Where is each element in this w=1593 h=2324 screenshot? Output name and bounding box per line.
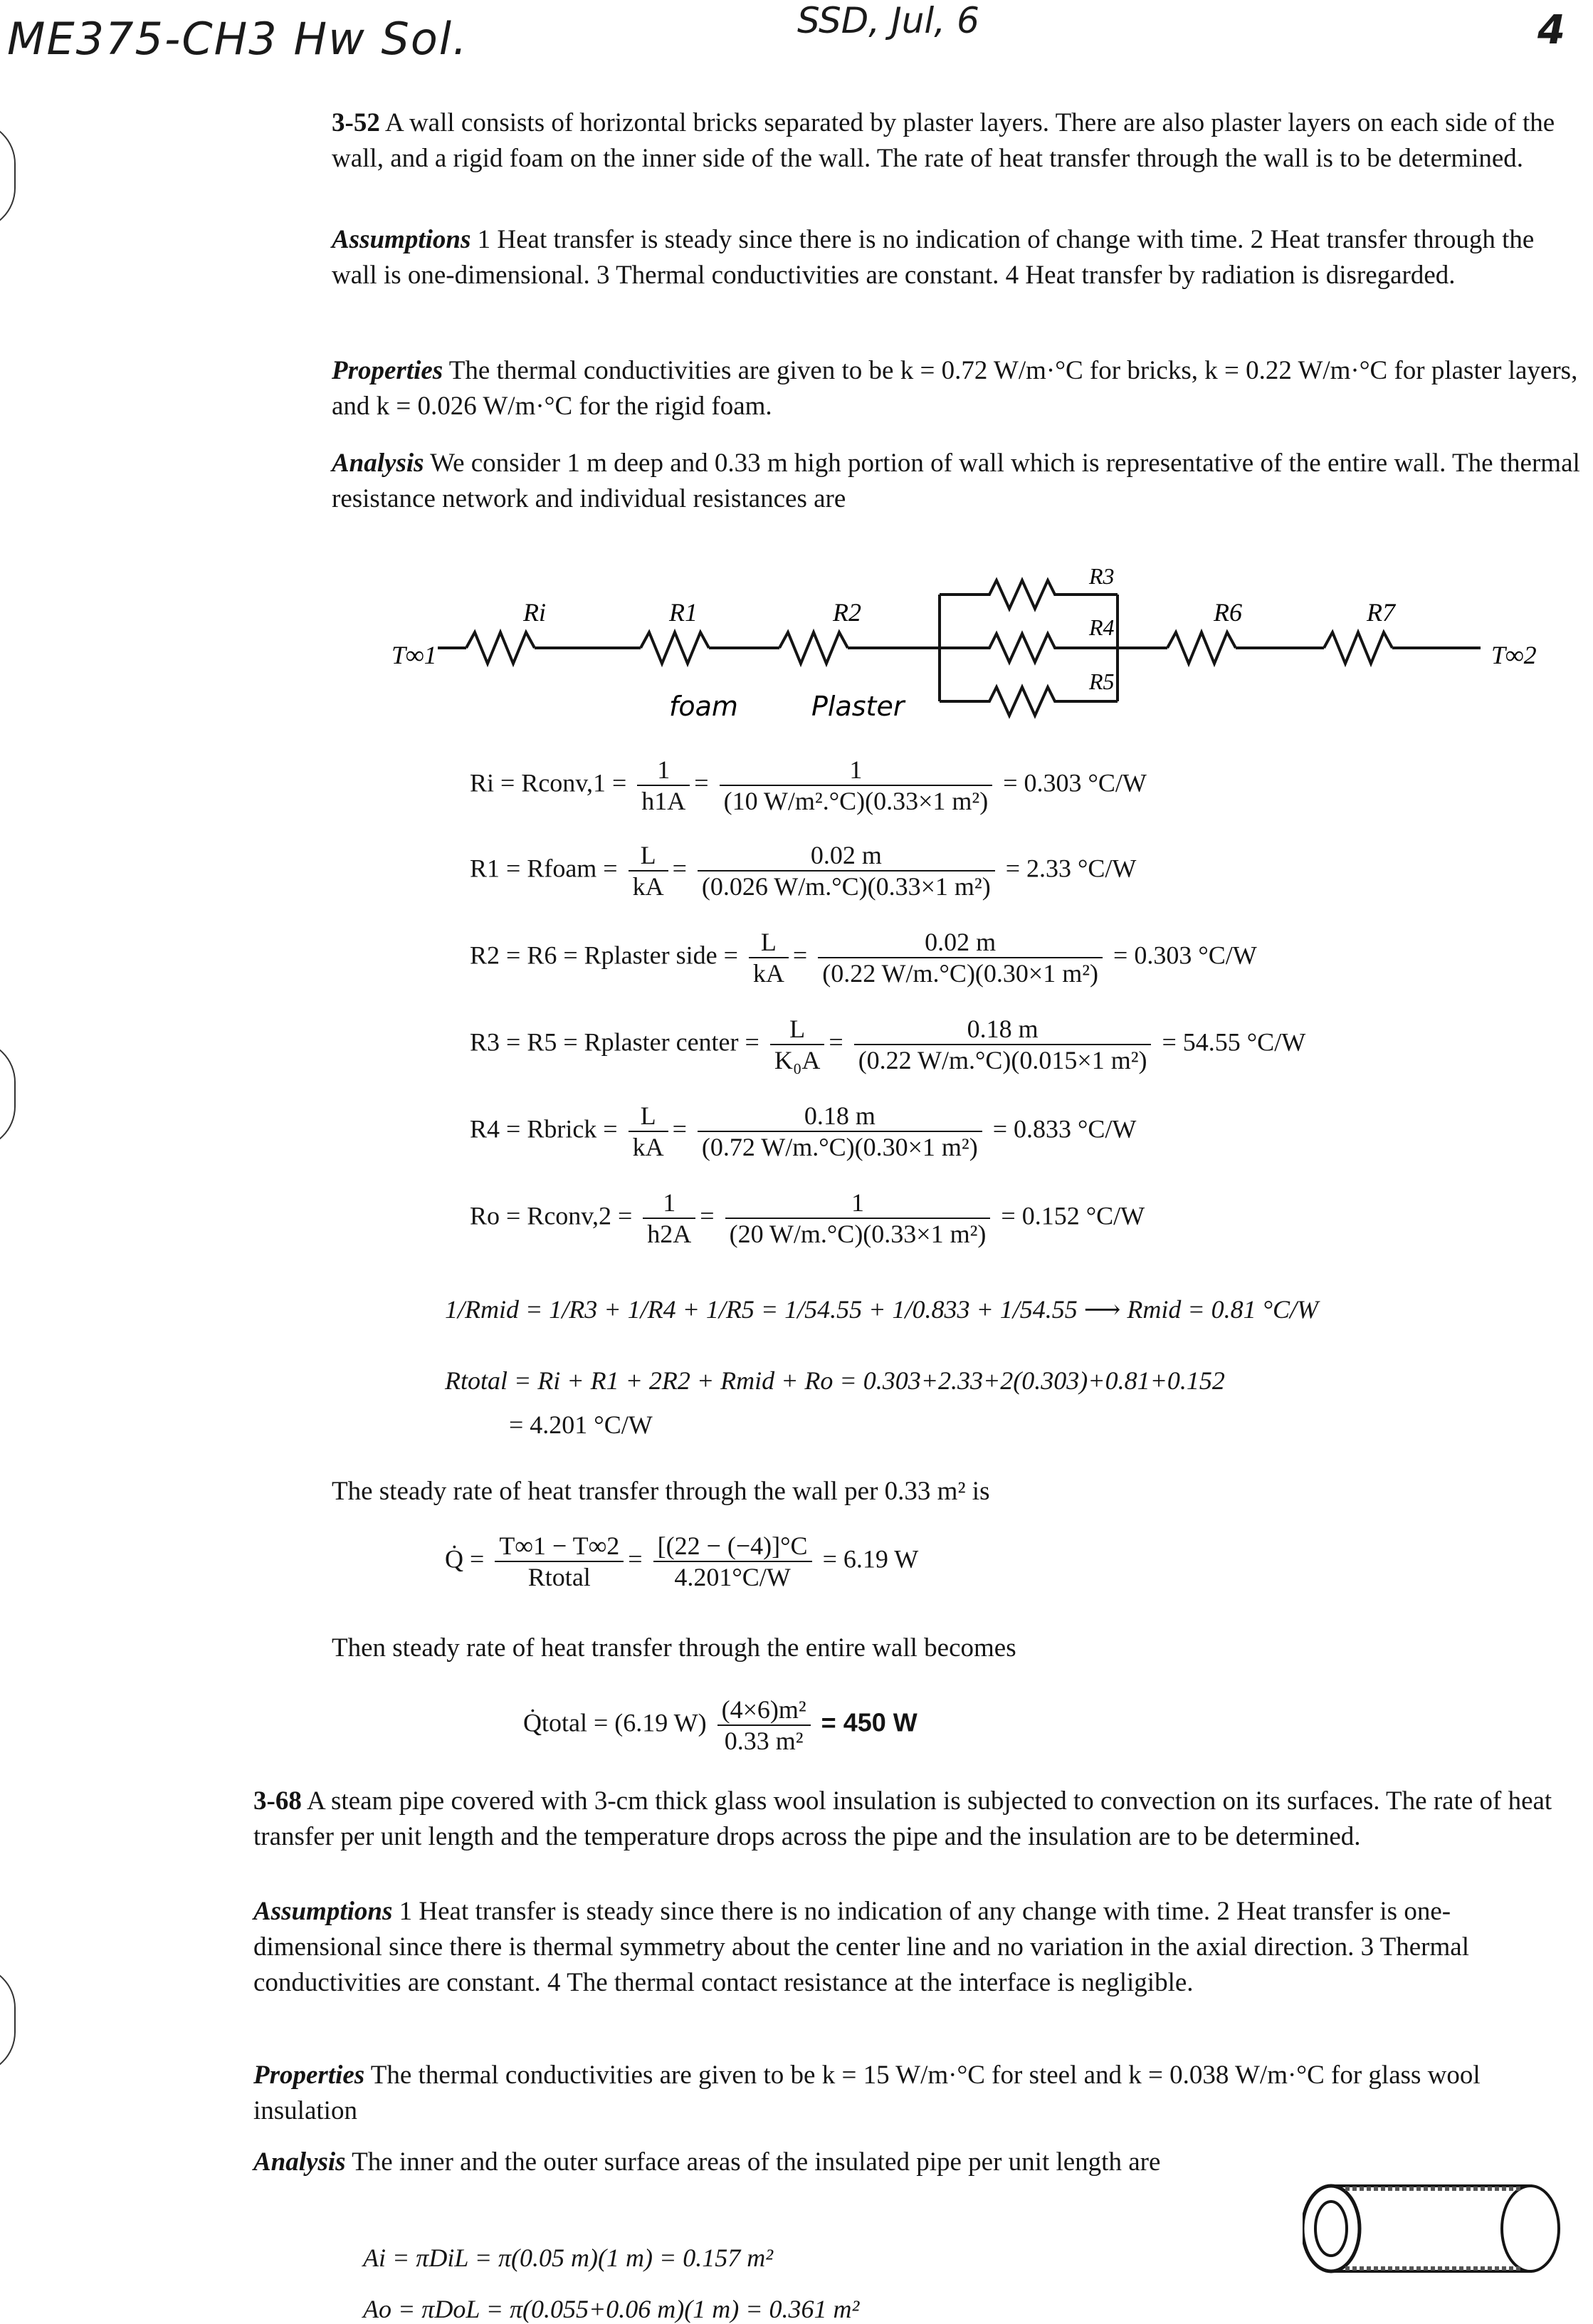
problem-number-3-68: 3-68 (253, 1786, 302, 1816)
t-inf-1-label: T∞1 (391, 641, 437, 669)
binding-mark-bottom (0, 1965, 16, 2075)
problem-3-68-analysis: Analysis The inner and the outer surface areas of the insulated pipe per unit length are (253, 2147, 1161, 2177)
equation-r3: R3 = R5 = Rplaster center = $\frac{L}{\text{K₀A}}$ = $\frac{0.18 m}{\text{(0.22 W/m.°C)(0.015×1 m²)}}$ = 54.55 °C/W (470, 1015, 1306, 1074)
equation-ai: Ai = πDiL = π(0.05 m)(1 m) = 0.157 m² (363, 2244, 774, 2272)
label-r4: R4 (1089, 614, 1115, 640)
equation-r4: R4 = Rbrick = $\frac{L}{kA}$ = $\frac{0.18 m}{\text{(0.72 W/m.°C)(0.30×1 m²)}}$ = 0.833 °C/W (470, 1101, 1137, 1161)
resistor-r6 (1167, 632, 1236, 664)
resistor-r7 (1324, 632, 1392, 664)
problem-3-52-properties: Properties The thermal conductivities are given to be k = 0.72 W/m·°C for bricks, k = 0.22 W/m·°C for plaster layers, and k = 0.026 W/m·°C for the rigid foam. (332, 356, 1578, 421)
problem-number-3-52: 3-52 (332, 108, 380, 137)
label-r7: R7 (1367, 598, 1395, 627)
equation-r1: R1 = Rfoam = $\frac{L}{kA}$ = $\frac{0.02 m}{\text{(0.026 W/m.°C)(0.33×1 m²)}}$ = 2.33 °C/W (470, 841, 1137, 901)
label-r1: R1 (669, 598, 698, 627)
equation-ao: Ao = πDoL = π(0.055+0.06 m)(1 m) = 0.361 m² (363, 2295, 860, 2323)
problem-3-68-properties: Properties The thermal conductivities are given to be k = 15 W/m·°C for steel and k = 0.038 W/m·°C for glass wool insulation (253, 2061, 1481, 2125)
resistor-r1 (641, 632, 709, 664)
equation-rmid: 1/Rmid = 1/R3 + 1/R4 + 1/R5 = 1/54.55 + 1/0.833 + 1/54.55 ⟶ Rmid = 0.81 °C/W (445, 1295, 1319, 1324)
insulated-pipe-illustration (1303, 2172, 1573, 2286)
equation-r2: R2 = R6 = Rplaster side = $\frac{L}{kA}$ = $\frac{0.02 m}{\text{(0.22 W/m.°C)(0.30×1 m²)}}$ = 0.303 °C/W (470, 928, 1257, 988)
resistor-ri (466, 632, 535, 664)
equation-qdot: Q̇ = $\frac{T\infty 1 - T\infty 2}{\text{Rtotal}}$ = $\frac{[(22 - (-4)]^\circ C}{4.201^\circ C/W}$ = 6.19 W (445, 1532, 919, 1591)
equation-rtotal: Rtotal = Ri + R1 + 2R2 + Rmid + Ro = 0.303+2.33+2(0.303)+0.81+0.152 (445, 1366, 1225, 1395)
problem-3-52-assumptions: Assumptions 1 Heat transfer is steady since there is no indication of change with time. 2 Heat transfer through the wall is one-dimensional. 3 Thermal conductivities are constant. 4 Heat transfer by radiation is disregarded. (332, 225, 1535, 290)
problem-3-52-intro: 3-52 A wall consists of horizontal bricks separated by plaster layers. There are also plaster layers on each side of the wall, and a rigid foam on the inner side of the wall. The rate of heat transfer through the wall is to be determined. (332, 108, 1555, 173)
hand-note-plaster: Plaster (811, 691, 905, 722)
problem-3-68-assumptions: Assumptions 1 Heat transfer is steady since there is no indication of any change with time. 2 Heat transfer is one-dimensional since there is thermal symmetry about the center line and no variation in the axial direction. 3 Thermal conductivities are constant. 4 The thermal contact resistance at the interface is negligible. (253, 1897, 1469, 1997)
equation-rtotal-result: = 4.201 °C/W (509, 1410, 653, 1439)
entire-wall-text: Then steady rate of heat transfer through the entire wall becomes (332, 1633, 1016, 1663)
problem-3-52-analysis: Analysis We consider 1 m deep and 0.33 m high portion of wall which is representative of the entire wall. The thermal resistance network and individual resistances are (332, 449, 1580, 513)
hand-note-foam: foam (669, 691, 738, 722)
binding-mark-mid (0, 1040, 16, 1149)
equation-qtotal: Q̇total = (6.19 W) $\frac{\text{(4×6)m²}}{\text{0.33 m²}}$ = 450 W (523, 1695, 918, 1755)
steady-rate-text: The steady rate of heat transfer through the wall per 0.33 m² is (332, 1477, 990, 1506)
equation-ro: Ro = Rconv,2 = $\frac{1}{h2A}$ = $\frac{1}{\text{(20 W/m.°C)(0.33×1 m²)}}$ = 0.152 °C/W (470, 1188, 1145, 1248)
label-r5: R5 (1089, 669, 1115, 694)
page-number: 4 (1537, 7, 1565, 53)
equation-ri: Ri = Rconv,1 = $\frac{1}{h1A}$ = $\frac{1}{\text{(10 W/m².°C)(0.33×1 m²)}}$ = 0.303 °C/W (470, 755, 1147, 815)
header-course: ME375-CH3 Hw Sol. (7, 13, 468, 65)
label-r3: R3 (1089, 563, 1115, 589)
resistor-r2 (779, 632, 848, 664)
resistance-network-diagram (370, 562, 1537, 748)
problem-3-68-intro: 3-68 A steam pipe covered with 3-cm thick glass wool insulation is subjected to convection on its surfaces. The rate of heat transfer per unit length and the temperature drops across the pipe and the insulation are to be determined. (253, 1786, 1552, 1851)
t-inf-2-label: T∞2 (1491, 641, 1537, 669)
label-r2: R2 (833, 598, 861, 627)
label-r6: R6 (1214, 598, 1242, 627)
binding-mark-top (0, 121, 16, 231)
label-ri: Ri (523, 598, 546, 627)
qtotal-result: = 450 W (821, 1707, 918, 1737)
header-center: SSD, Jul, 6 (797, 0, 979, 41)
